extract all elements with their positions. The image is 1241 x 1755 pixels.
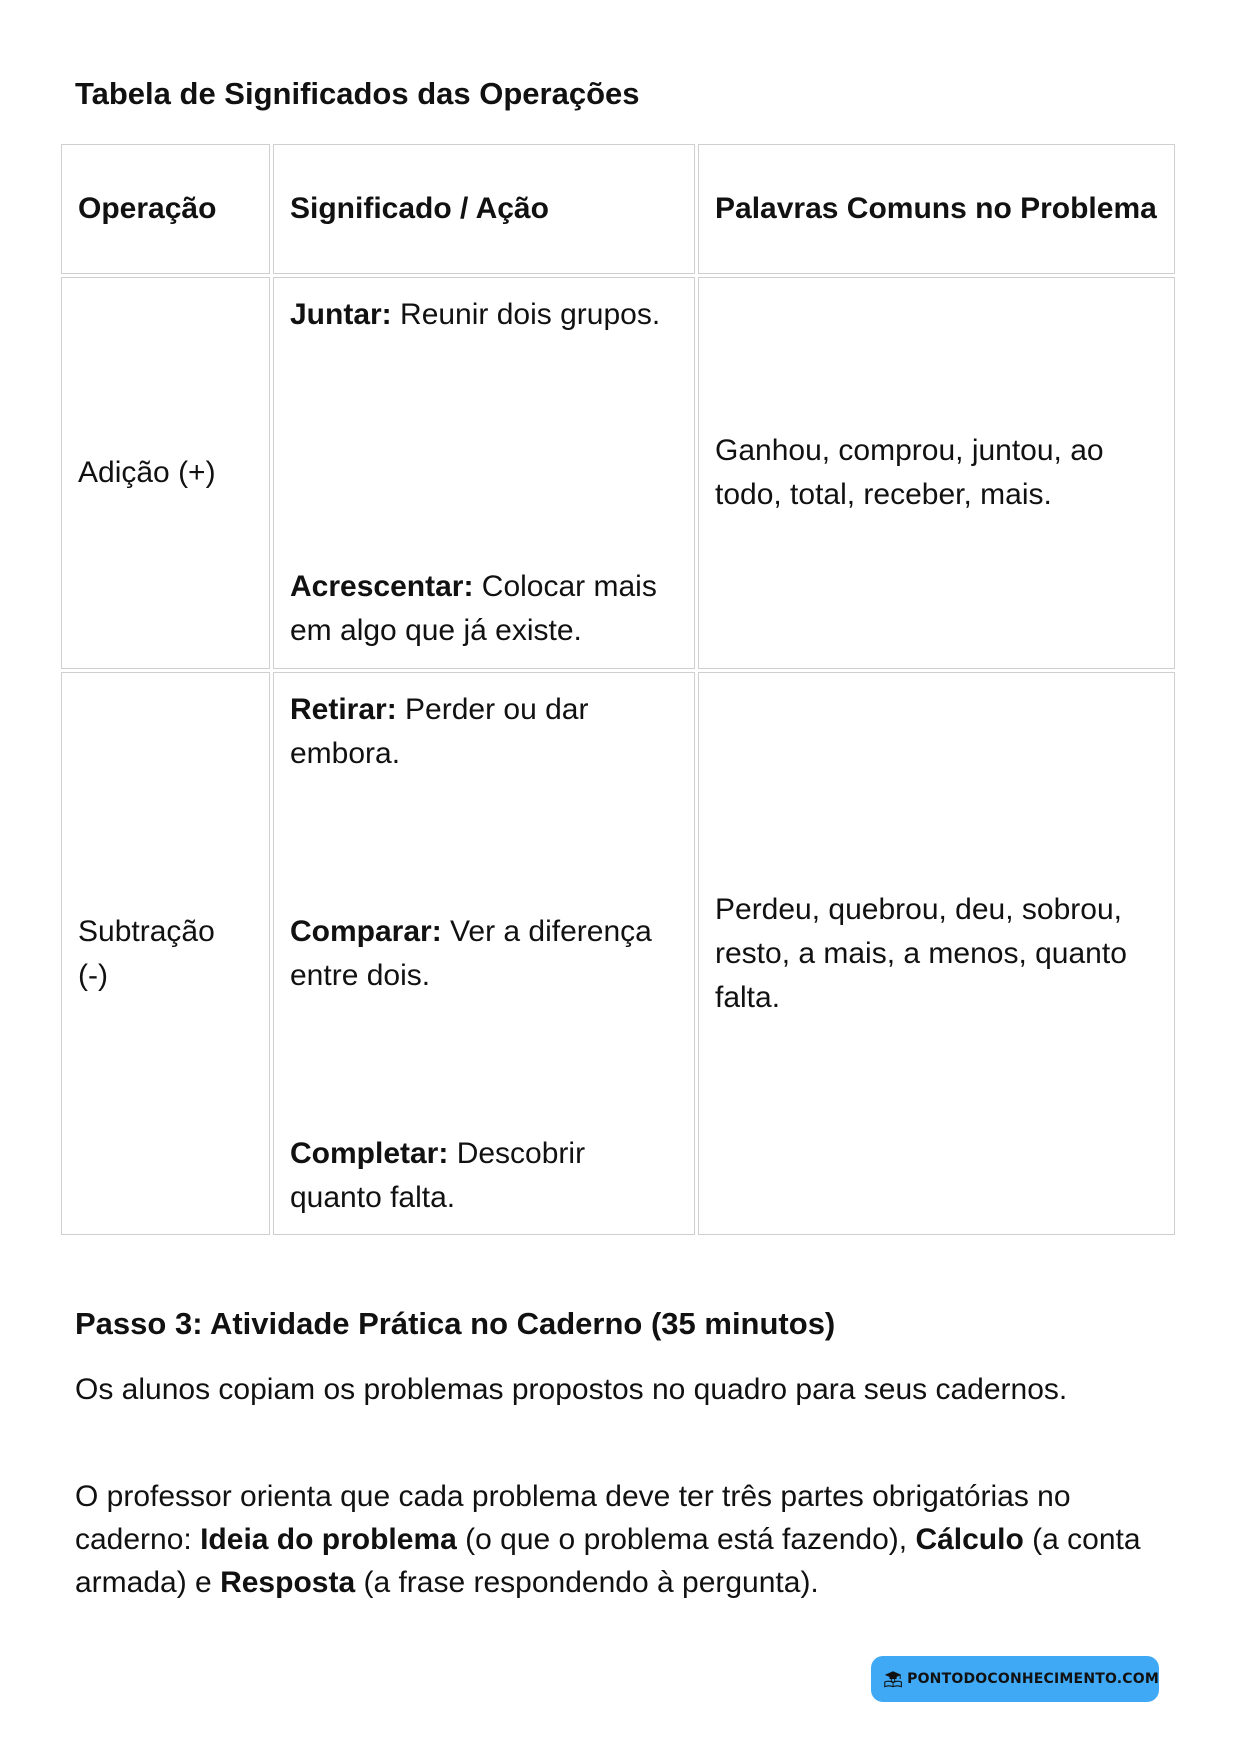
- meaning-term: Acrescentar:: [290, 570, 474, 603]
- header-meaning: Significado / Ação: [273, 144, 695, 274]
- meaning-item: [290, 688, 678, 776]
- meaning-term: Comparar:: [290, 914, 442, 948]
- term-calculo: Cálculo: [915, 1523, 1024, 1556]
- meaning-item: [290, 565, 678, 653]
- meaning-item: [290, 910, 678, 998]
- header-operation: Operação: [61, 144, 270, 274]
- meaning-desc: Reunir dois grupos.: [391, 298, 661, 331]
- meaning-item: [290, 293, 678, 337]
- graduation-book-icon: [883, 1664, 903, 1694]
- desc-ideia: (o que o problema está fazendo),: [456, 1523, 916, 1556]
- common-words-cell: Ganhou, comprou, juntou, ao todo, total, receber, mais.: [698, 277, 1175, 669]
- meaning-term: Retirar:: [290, 692, 397, 726]
- paragraph-intro: O professor orienta que cada problema deve ter três partes obrigatórias no caderno:: [75, 1480, 1071, 1556]
- header-common-words: Palavras Comuns no Problema: [698, 144, 1175, 274]
- term-ideia: Ideia do problema: [200, 1523, 457, 1556]
- common-words-cell: Perdeu, quebrou, deu, sobrou, resto, a mais, a menos, quanto falta.: [698, 672, 1175, 1235]
- meaning-desc: Descobrir quanto falta.: [290, 1136, 586, 1214]
- meaning-desc: Ver a diferença entre dois.: [290, 914, 652, 992]
- operation-cell: Subtração (-): [61, 672, 270, 1235]
- meaning-item: [290, 1132, 678, 1220]
- meaning-term: Completar:: [290, 1136, 449, 1170]
- operation-cell: Adição (+): [61, 277, 270, 669]
- paragraph-required-parts: [75, 1475, 1185, 1604]
- table-row-subtraction: [61, 672, 1175, 1235]
- meaning-desc: Perder ou dar embora.: [290, 692, 589, 770]
- term-resposta: Resposta: [220, 1566, 356, 1599]
- paragraph-copy-problems: Os alunos copiam os problemas propostos no quadro para seus cadernos.: [75, 1373, 1068, 1406]
- step-title: Passo 3: Atividade Prática no Caderno (35 minutos): [75, 1306, 836, 1341]
- meaning-term: Juntar:: [290, 298, 392, 331]
- operations-table: [58, 141, 1178, 1238]
- page-title: Tabela de Significados das Operações: [75, 76, 640, 111]
- table-row-addition: [61, 277, 1175, 669]
- meaning-cell: [273, 672, 695, 1235]
- desc-calculo: (a conta armada) e: [75, 1523, 1141, 1599]
- brand-link-text[interactable]: PONTODOCONHECIMENTO.COM: [907, 1671, 1159, 1687]
- table-header-row: [61, 144, 1175, 274]
- brand-badge[interactable]: [871, 1656, 1159, 1702]
- desc-resposta: (a frase respondendo à pergunta).: [355, 1566, 819, 1599]
- meaning-cell: [273, 277, 695, 669]
- meaning-desc: Colocar mais em algo que já existe.: [290, 570, 657, 647]
